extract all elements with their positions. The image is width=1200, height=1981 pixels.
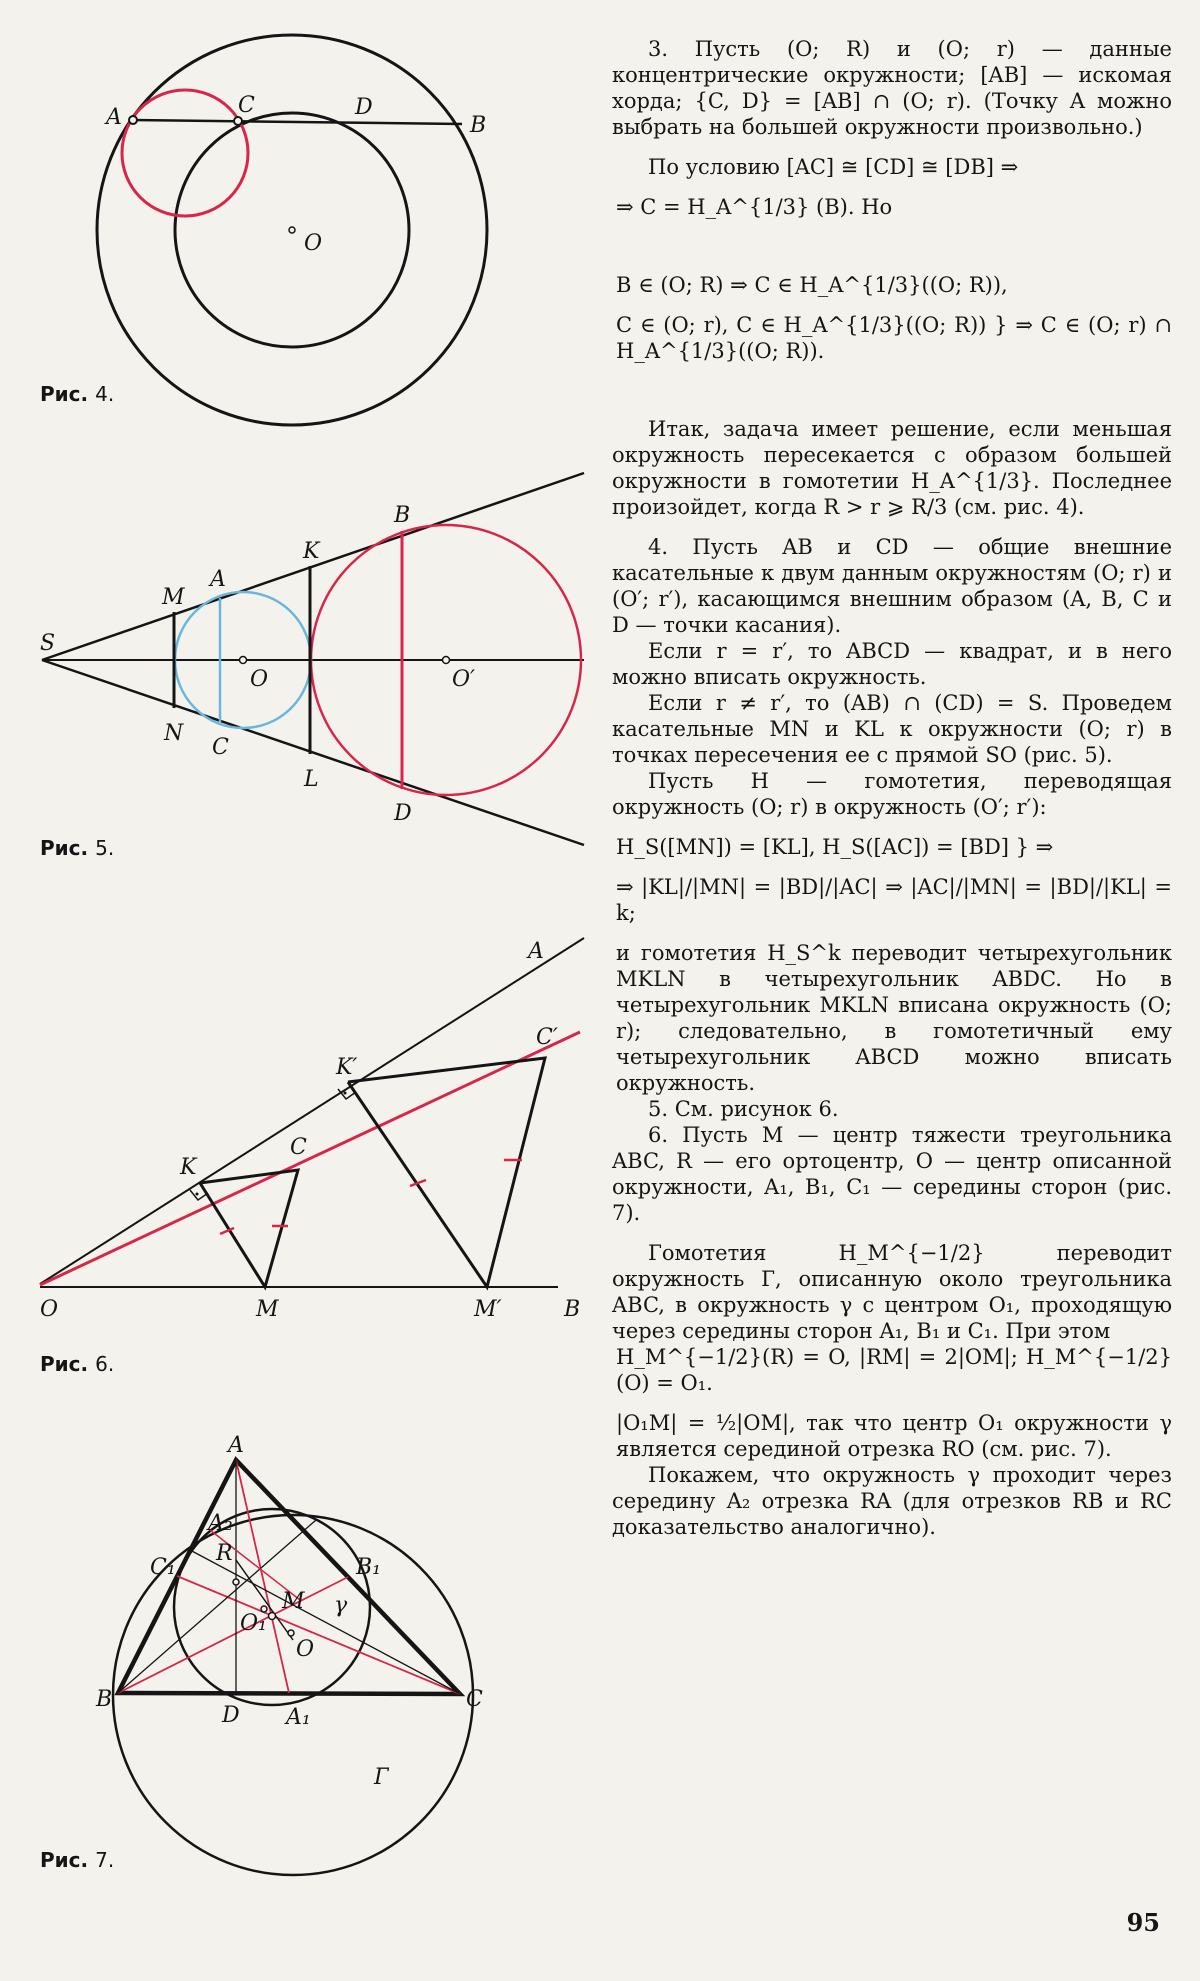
fig7-caption-prefix: Рис. <box>40 1848 89 1872</box>
fig4-label-a: A <box>106 105 122 130</box>
formula-hm-r-o: H_M^{−1/2}(R) = O, |RM| = 2|OM|; H_M^{−1/2}(O) = O₁. <box>616 1345 1172 1395</box>
fig7-median-b <box>118 1577 348 1693</box>
para-equal-radii: Если r = r′, то ABCD — квадрат, и в него можно вписать окружность. <box>612 639 1172 689</box>
fig7-label-a1: A₁ <box>286 1705 311 1730</box>
fig5-point-o <box>240 657 247 664</box>
fig5-label-n: N <box>164 721 184 746</box>
fig6-label-c-prime: C′ <box>536 1025 558 1050</box>
fig7-label-r: R <box>216 1541 233 1566</box>
fig4-caption <box>40 382 114 406</box>
fig5-label-s: S <box>40 631 56 656</box>
fig6-label-c: C <box>290 1135 307 1160</box>
fig6-dot-k <box>196 1193 199 1196</box>
fig6-label-k: K <box>180 1155 197 1180</box>
formula-hs-system: H_S([MN]) = [KL], H_S([AC]) = [BD] } ⇒ <box>616 835 1054 859</box>
fig4-small-red-circle <box>122 90 248 216</box>
fig5-label-l: L <box>304 767 319 792</box>
fig5-label-k: K <box>303 539 320 564</box>
fig7-label-b1: B₁ <box>356 1555 381 1580</box>
fig6-caption-number: 6. <box>95 1352 115 1376</box>
fig4-caption-number: 4. <box>95 382 115 406</box>
para-condition: По условию [AC] ≅ [CD] ≅ [DB] ⇒ <box>648 155 1019 179</box>
fig4-chord-ab <box>133 120 462 124</box>
fig5-label-d: D <box>394 801 412 826</box>
fig7-caption <box>40 1848 114 1872</box>
fig5-caption-number: 5. <box>95 836 115 860</box>
formula-ratios: ⇒ |KL|/|MN| = |BD|/|AC| ⇒ |AC|/|MN| = |BD|/|KL| = k; <box>616 875 1172 925</box>
fig7-label-gamma-big: Г <box>374 1765 389 1790</box>
page-number: 95 <box>1126 1908 1160 1937</box>
figure-6 <box>40 938 584 1287</box>
fig7-label-m: M <box>282 1589 305 1614</box>
fig6-label-k-prime: K′ <box>336 1055 358 1080</box>
fig7-label-b: B <box>96 1687 113 1712</box>
fig7-point-m <box>269 1613 276 1620</box>
para-show-a2: Покажем, что окружность γ проходит через середину A₂ отрезка RA (для отрезков RB и RC доказательство аналогично). <box>612 1463 1172 1539</box>
para-problem-6: 6. Пусть M — центр тяжести треугольника ABC, R — его ортоцентр, O — центр описанной окружности, A₁, B₁, C₁ — середины сторон (рис. 7). <box>612 1123 1172 1225</box>
fig6-label-m-prime: M′ <box>474 1297 502 1322</box>
fig4-label-c: C <box>238 93 255 118</box>
fig7-label-a: A <box>228 1433 244 1458</box>
fig7-label-gamma: γ <box>334 1593 348 1618</box>
figure-4 <box>97 35 487 425</box>
formula-system-c: C ∈ (O; r), C ∈ H_A^{1/3}((O; R)) } ⇒ C ∈ (O; r) ∩ H_A^{1/3}((O; R)). <box>616 313 1172 363</box>
fig7-median-c <box>177 1576 460 1694</box>
fig6-large-broken-line <box>348 1058 545 1287</box>
fig4-point-o <box>289 227 295 233</box>
para-problem-5: 5. См. рисунок 6. <box>648 1097 839 1121</box>
fig5-label-m: M <box>162 585 185 610</box>
fig5-label-a: A <box>210 567 226 592</box>
text-column <box>612 36 1172 1540</box>
fig4-label-d: D <box>355 95 373 120</box>
fig7-point-r <box>233 1579 239 1585</box>
fig4-outer-circle <box>97 35 487 425</box>
fig5-caption-prefix: Рис. <box>40 836 89 860</box>
fig7-label-d: D <box>222 1703 240 1728</box>
formula-o1m: |O₁M| = ½|OM|, так что центр O₁ окружности γ является серединой отрезка RO (см. рис. 7). <box>616 1411 1172 1461</box>
fig7-label-c1: C₁ <box>150 1555 176 1580</box>
fig6-caption-prefix: Рис. <box>40 1352 89 1376</box>
fig5-label-b: B <box>394 503 411 528</box>
fig4-caption-prefix: Рис. <box>40 382 89 406</box>
formula-c-homothety: ⇒ C = H_A^{1/3} (B). Но <box>616 195 893 219</box>
para-homothety-h: Пусть H — гомотетия, переводящая окружность (O; r) в окружность (O′; r′): <box>612 769 1172 819</box>
fig5-label-o-prime: O′ <box>452 667 476 692</box>
fig6-label-m: M <box>256 1297 279 1322</box>
fig5-caption <box>40 836 114 860</box>
fig7-point-o <box>288 1630 294 1636</box>
fig4-point-c <box>234 117 242 125</box>
para-problem-4: 4. Пусть AB и CD — общие внешние касательные к двум данным окружностям (O; r) и (O′; r′), касающимся внешним образом (A, B, C и D — точки касания). <box>612 535 1172 637</box>
fig7-altitude-c <box>190 1550 460 1694</box>
para-solution-condition: Итак, задача имеет решение, если меньшая окружность пересекается с образом большей окружности в гомотетии H_A^{1/3}. Последнее произойдет, когда R > r ⩾ R/3 (см. рис. 4). <box>612 417 1172 519</box>
fig6-dot-k-prime <box>344 1092 347 1095</box>
fig4-inner-circle <box>175 113 409 347</box>
fig5-point-o-prime <box>443 657 450 664</box>
fig4-label-o: O <box>304 231 323 256</box>
para-homothety-minus-half: Гомотетия H_M^{−1/2} переводит окружность Г, описанную около треугольника ABC, в окружность γ с центром O₁, проходящую через середины сторон A₁, B₁ и C₁. При этом <box>612 1241 1172 1343</box>
para-hsk-conclusion: и гомотетия H_S^k переводит четырехугольник MKLN в четырехугольник ABDC. Но в четырехугольник MKLN вписана окружность (O; r); следовательно, в гомотетичный ему четырехугольник ABCD можно вписать окружность. <box>616 941 1172 1095</box>
para-unequal-radii: Если r ≠ r′, то (AB) ∩ (CD) = S. Проведем касательные MN и KL к окружности (O; r) в точках пересечения ее с прямой SO (рис. 5). <box>612 691 1172 767</box>
fig6-label-b: B <box>564 1297 581 1322</box>
fig6-caption <box>40 1352 114 1376</box>
fig6-red-ray <box>40 1032 580 1285</box>
para-problem-3: 3. Пусть (O; R) и (O; r) — данные концентрические окружности; [AB] — искомая хорда; {C, D} = [AB] ∩ (O; r). (Точку A можно выбрать на большей окружности произвольно.) <box>612 37 1172 139</box>
fig7-median-a <box>236 1460 289 1693</box>
fig6-label-o: O <box>40 1297 59 1322</box>
fig7-caption-number: 7. <box>95 1848 115 1872</box>
fig7-label-o1: O₁ <box>240 1611 267 1636</box>
fig5-label-o: O <box>250 667 269 692</box>
fig7-label-a2: A₂ <box>208 1511 233 1536</box>
fig5-label-c: C <box>212 735 229 760</box>
figure-7 <box>113 1460 473 1875</box>
fig4-point-a <box>129 116 137 124</box>
fig7-label-c: C <box>466 1687 483 1712</box>
fig6-label-a: A <box>528 939 544 964</box>
fig7-label-o: O <box>296 1637 315 1662</box>
fig4-label-b: B <box>470 113 487 138</box>
formula-b-in-circle: B ∈ (O; R) ⇒ C ∈ H_A^{1/3}((O; R)), <box>616 273 1008 297</box>
